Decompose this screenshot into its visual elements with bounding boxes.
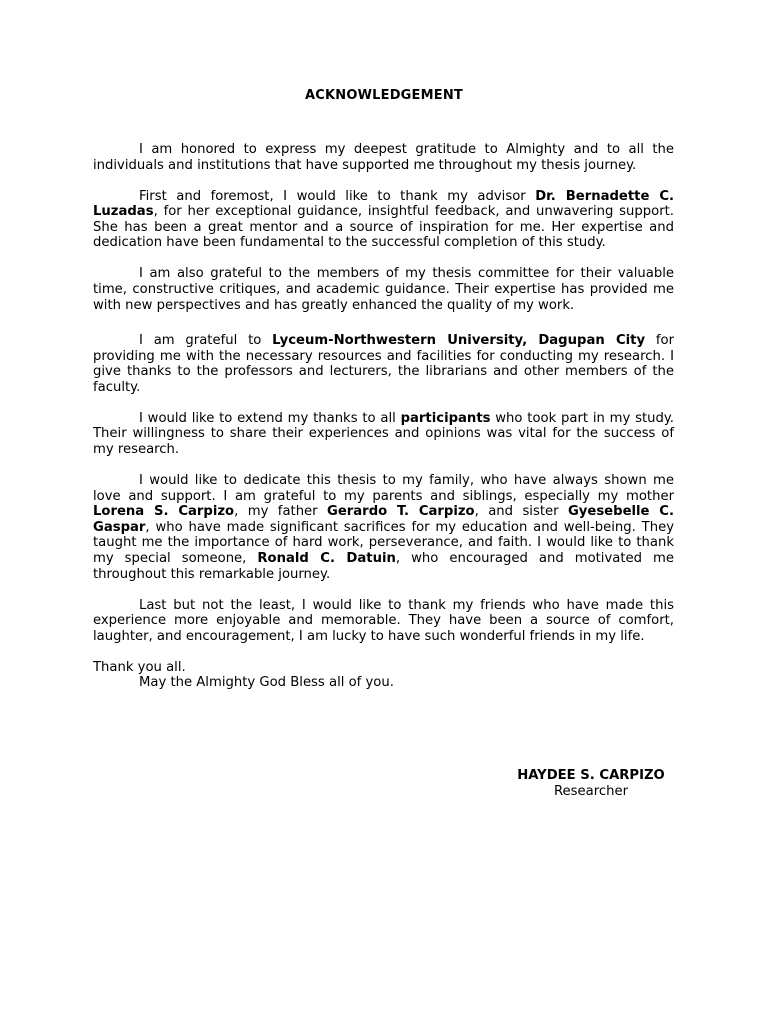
paragraph-text: First and foremost, I would like to thank my advisor	[139, 188, 536, 204]
signature-name: HAYDEE S. CARPIZO	[517, 768, 665, 783]
closing-block	[93, 660, 674, 691]
paragraph-text: , and sister	[474, 504, 568, 520]
paragraph-text: Last but not the least, I would like to thank my friends who have made this experience more enjoyable and memorable. They have been a source of comfort, laughter, and encouragement, I am lucky to have such wonderful friends in my life.	[93, 597, 674, 644]
paragraph-advisor	[93, 189, 674, 251]
bold-name-text: Gerardo T. Carpizo	[327, 504, 475, 520]
closing-thanks: Thank you all.	[93, 659, 186, 675]
signature-role: Researcher	[553, 784, 629, 799]
paragraph-university	[93, 333, 674, 395]
paragraph-family	[93, 473, 674, 582]
bold-name-text: Dr. Bernadette C. Luzadas	[93, 188, 675, 220]
document-body	[93, 142, 674, 691]
paragraph-text: , for her exceptional guidance, insightful feedback, and unwavering support. She has been a great mentor and a source of inspiration for me. Her expertise and dedication have been fundamental to the successful completion of this study.	[93, 204, 674, 251]
paragraph-friends	[93, 598, 674, 645]
bold-name-text: Lyceum-Northwestern University, Dagupan City	[272, 333, 646, 349]
paragraph-text: I would like to extend my thanks to all	[139, 410, 401, 426]
paragraph-text: who took part in my study. Their willingness to share their experiences and opinions was vital for the success of my research.	[93, 410, 674, 458]
closing-blessing: May the Almighty God Bless all of you.	[139, 675, 394, 691]
paragraph-text: , who have made significant sacrifices for my education and well-being. They taught me the importance of hard work, perseverance, and faith. I would like to thank my special someone,	[93, 519, 674, 567]
paragraph-text: , my father	[234, 504, 328, 520]
paragraph-committee	[93, 266, 674, 313]
document-title: ACKNOWLEDGEMENT	[304, 88, 464, 103]
bold-name-text: participants	[400, 410, 491, 426]
paragraph-text: I am grateful to	[139, 333, 273, 349]
paragraph-text: I am also grateful to the members of my thesis committee for their valuable time, constructive critiques, and academic guidance. Their expertise has provided me with new perspectives and has greatly enhanced the quality of my work.	[93, 266, 674, 313]
paragraph-intro	[93, 142, 674, 173]
bold-name-text: Lorena S. Carpizo	[93, 504, 235, 520]
paragraph-participants	[93, 411, 674, 458]
paragraph-text: I would like to dedicate this thesis to my family, who have always shown me love and support. I am grateful to my parents and siblings, especially my mother	[93, 473, 674, 504]
signature-block	[498, 768, 684, 800]
bold-name-text: Ronald C. Datuin	[257, 551, 396, 567]
paragraph-text: I am honored to express my deepest gratitude to Almighty and to all the individuals and institutions that have supported me throughout my thesis journey.	[93, 142, 674, 173]
bold-name-text: Gyesebelle C. Gaspar	[93, 504, 674, 535]
paragraph-text: , who encouraged and motivated me throughout this remarkable journey.	[93, 551, 675, 582]
paragraph-text: for providing me with the necessary resources and facilities for conducting my research. I give thanks to the professors and lecturers, the librarians and other members of the faculty.	[93, 333, 674, 395]
